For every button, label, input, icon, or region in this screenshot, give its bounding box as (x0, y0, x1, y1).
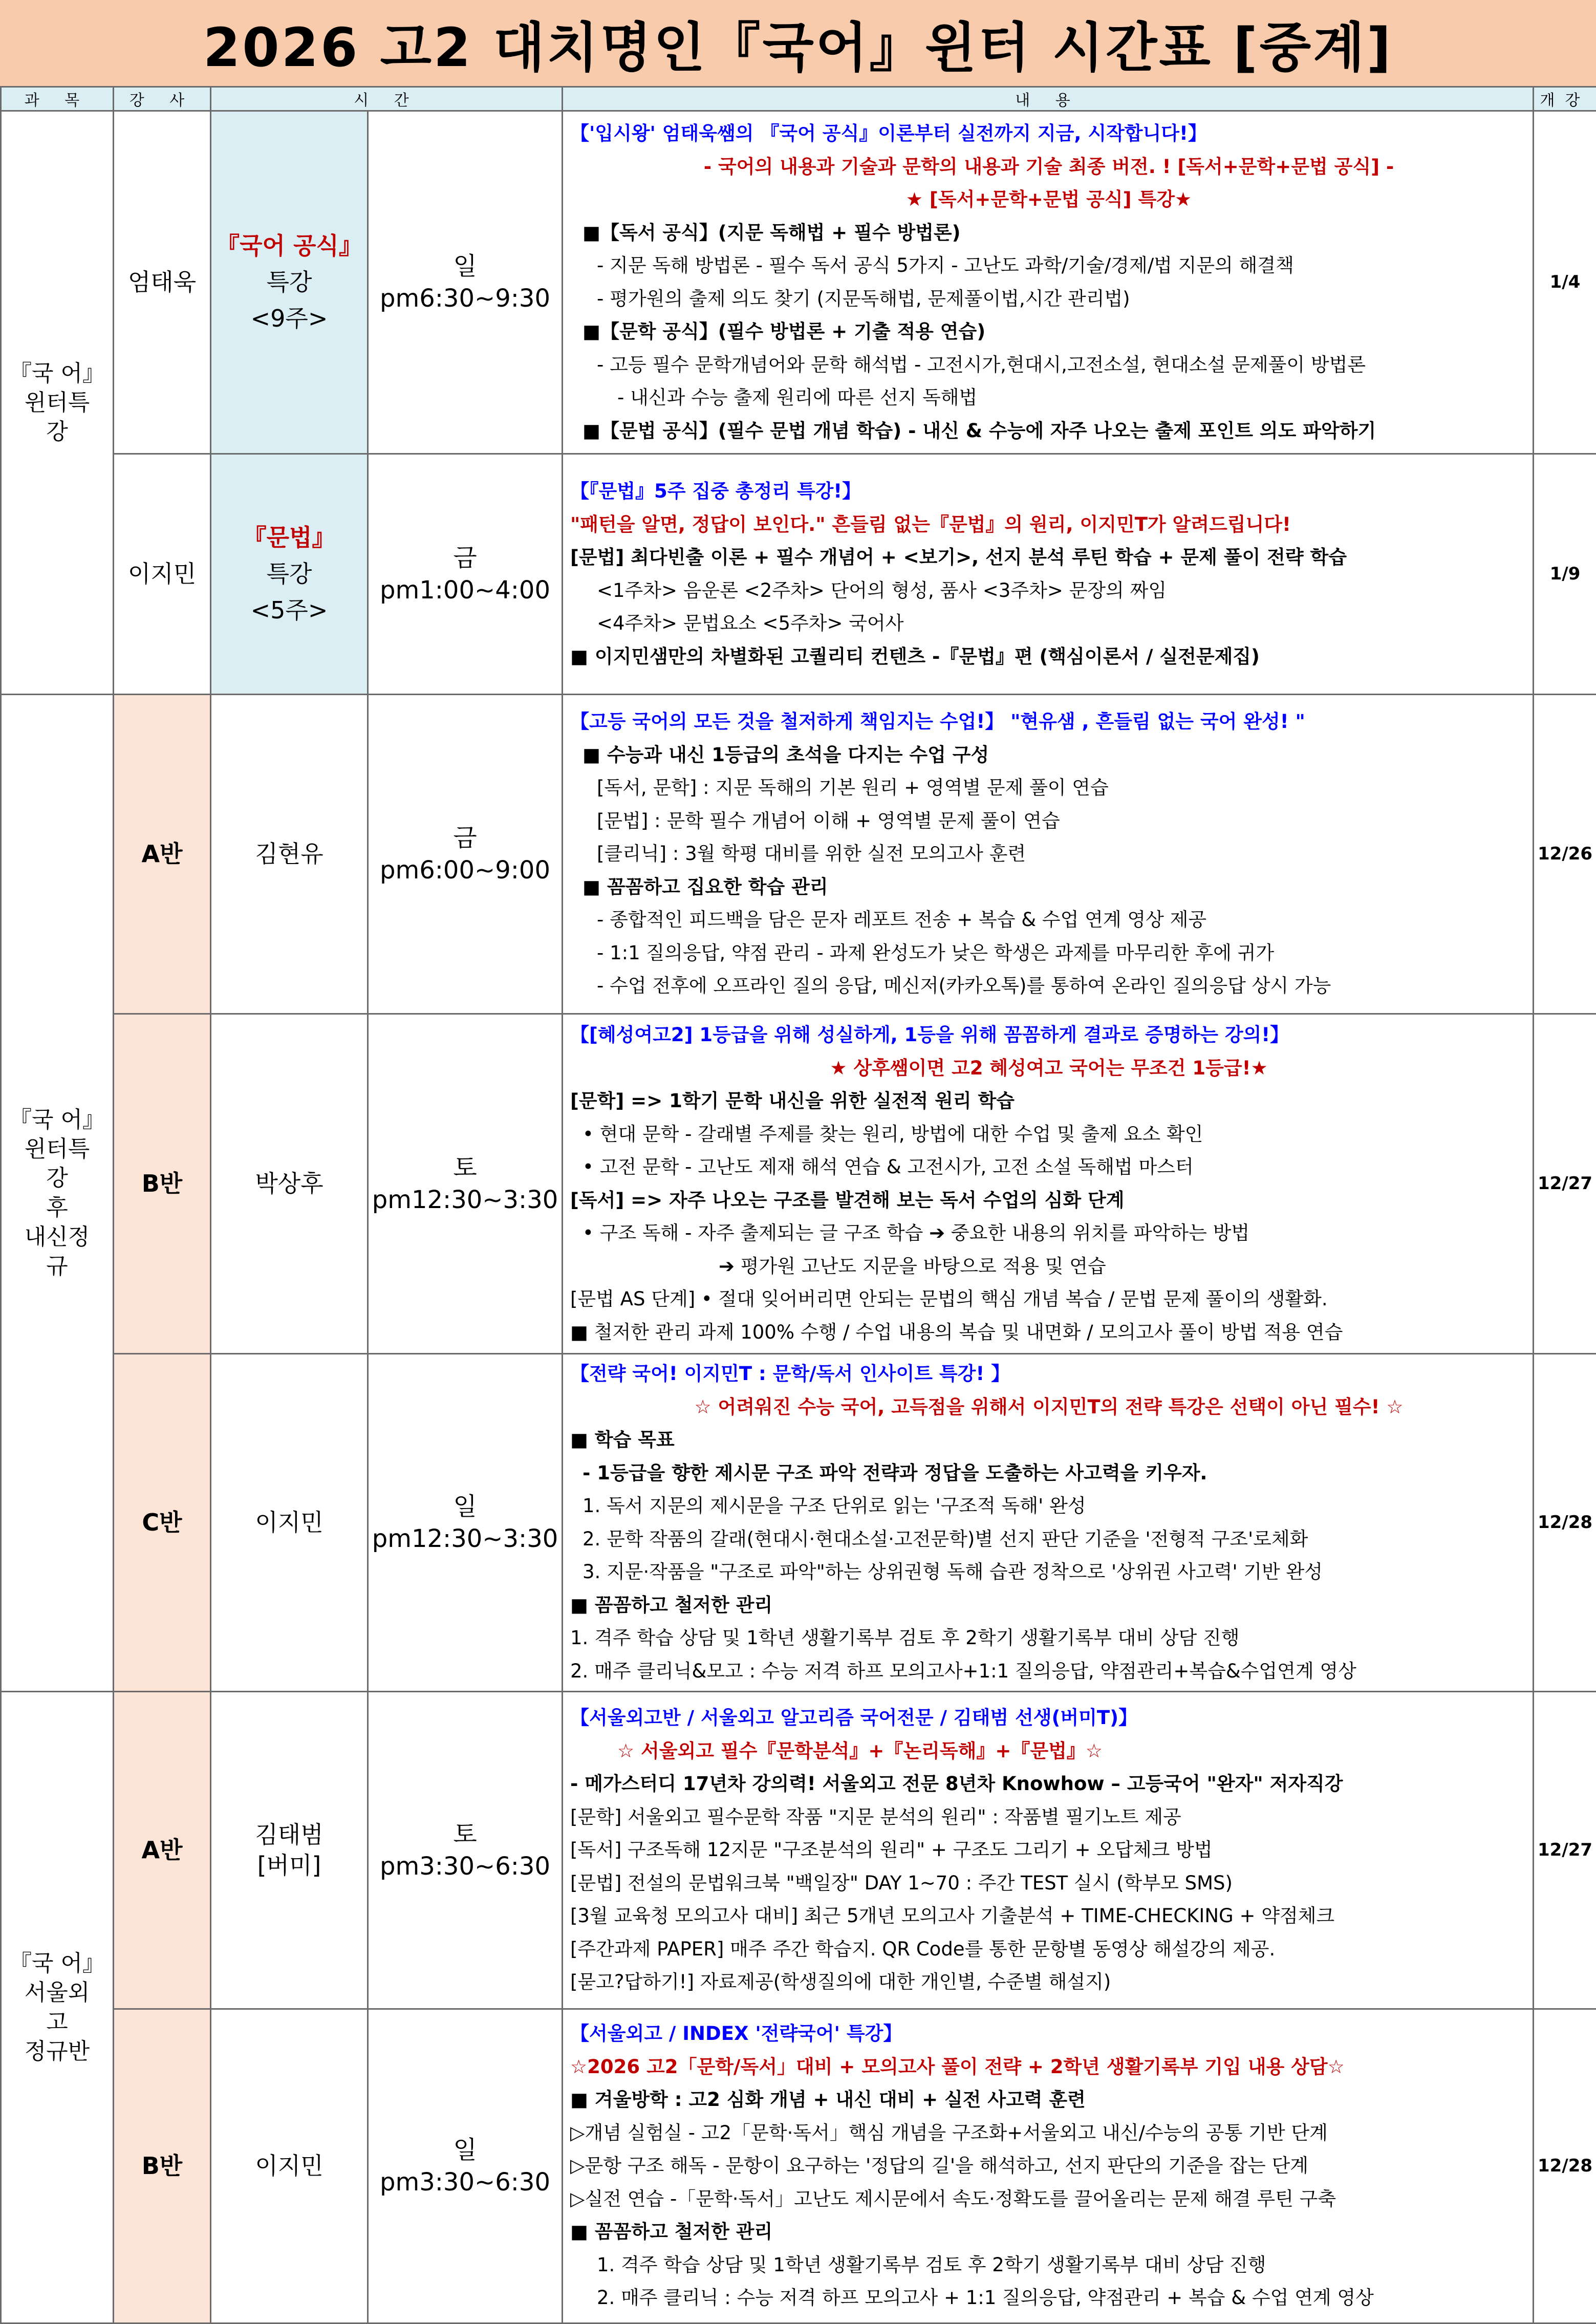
class-time: pm12:30~3:30 (369, 1523, 562, 1555)
content-line: 1. 격주 학습 상담 및 1학년 생활기록부 검토 후 2학기 생활기록부 대비 상담 진행 (570, 2249, 1527, 2282)
content-line: • 고전 문학 - 고난도 제재 해석 연습 & 고전시가, 고전 소설 독해법 마스터 (570, 1151, 1527, 1184)
content-line: • 현대 문학 - 갈래별 주제를 찾는 원리, 방법에 대한 수업 및 출제 요소 확인 (570, 1118, 1527, 1151)
subject-line: 정규반 (2, 2037, 113, 2066)
content-line: ■ 꼼꼼하고 철저한 관리 (570, 1589, 1527, 1622)
content-line: [문법] : 문학 필수 개념어 이해 + 영역별 문제 풀이 연습 (570, 805, 1527, 838)
class-day: 일 (369, 2134, 562, 2166)
start-date-cell: 12/26 (1534, 695, 1596, 1014)
subject-line: 『국 어』 (2, 1105, 113, 1134)
content-line: ★ 상후쌤이면 고2 혜성여고 국어는 무조건 1등급!★ (570, 1052, 1527, 1085)
content-line: ■ 학습 목표 (570, 1424, 1527, 1457)
content-line: ■ 꼼꼼하고 집요한 학습 관리 (570, 871, 1527, 904)
section-label: B반 (114, 2151, 210, 2182)
content-line: - 지문 독해 방법론 - 필수 독서 공식 5가지 - 고난도 과학/기술/경제/법 지문의 해결책 (570, 249, 1527, 283)
instructor-name: 엄태욱 (114, 267, 210, 298)
content-line: - 내신과 수능 출제 원리에 따른 선지 독해법 (570, 381, 1527, 415)
content-line: - 수업 전후에 오프라인 질의 응답, 메신저(카카오톡)를 통하여 온라인 질의응답 상시 가능 (570, 970, 1527, 1003)
subject-line: 윈터특 (2, 1134, 113, 1164)
content-line: 2. 매주 클리닉&모고 : 수능 저격 하프 모의고사+1:1 질의응답, 약점관리+복습&수업연계 영상 (570, 1655, 1527, 1688)
course-cell (211, 111, 368, 454)
content-line: [묻고?답하기!] 자료제공(학생질의에 대한 개인별, 수준별 해설지) (570, 1966, 1527, 1999)
schedule-table (0, 86, 1596, 2324)
start-date-cell: 12/27 (1534, 1014, 1596, 1354)
course-cell (211, 454, 368, 695)
header-subject: 과 목 (1, 87, 114, 111)
content-line: 【『문법』5주 집중 총정리 특강!】 (570, 475, 1527, 508)
instructor-cell (114, 454, 211, 695)
header-instructor: 강 사 (114, 87, 211, 111)
content-line: 3. 지문·작품을 "구조로 파악"하는 상위권형 독해 습관 정착으로 '상위권 사고력' 기반 완성 (570, 1556, 1527, 1589)
start-date-cell: 1/4 (1534, 111, 1596, 454)
subject-line: 강 (2, 1164, 113, 1193)
course-weeks: <5주> (211, 592, 367, 629)
class-time: pm6:30~9:30 (369, 283, 562, 314)
content-line: 【서울외고 / INDEX '전략국어' 특강】 (570, 2017, 1527, 2051)
instructor-cell (211, 1354, 368, 1692)
content-line: ▷실전 연습 -「문학·독서」고난도 제시문에서 속도·정확도를 끌어올리는 문제 해결 루틴 구축 (570, 2183, 1527, 2216)
content-line: ■ 철저한 관리 과제 100% 수행 / 수업 내용의 복습 및 내면화 / 모의고사 풀이 방법 적용 연습 (570, 1316, 1527, 1349)
schedule-row (1, 111, 1596, 454)
content-line: [독서, 문학] : 지문 독해의 기본 원리 + 영역별 문제 풀이 연습 (570, 771, 1527, 805)
schedule-time-cell (368, 1692, 563, 2009)
content-cell (563, 1354, 1534, 1692)
content-line: [3월 교육청 모의고사 대비] 최근 5개년 모의고사 기출분석 + TIME-CHECKING + 약점체크 (570, 1900, 1527, 1933)
content-line: - 메가스터디 17년차 강의력! 서울외고 전문 8년차 Knowhow – 고등국어 "완자" 저자직강 (570, 1768, 1527, 1801)
content-line: [독서] => 자주 나오는 구조를 발견해 보는 독서 수업의 심화 단계 (570, 1184, 1527, 1217)
schedule-row (1, 454, 1596, 695)
content-line: 2. 문학 작품의 갈래(현대시·현대소설·고전문학)별 선지 판단 기준을 '전형적 구조'로체화 (570, 1523, 1527, 1556)
start-date-cell: 12/28 (1534, 2009, 1596, 2323)
content-line: 【'입시왕' 엄태욱쌤의 『국어 공식』이론부터 실전까지 지금, 시작합니다!】 (570, 117, 1527, 150)
class-time: pm6:00~9:00 (369, 854, 562, 886)
instructor-cell (211, 1014, 368, 1354)
class-time: pm1:00~4:00 (369, 574, 562, 606)
schedule-row (1, 2009, 1596, 2323)
course-weeks: <9주> (211, 300, 367, 337)
schedule-row (1, 695, 1596, 1014)
content-line: ☆2026 고2「문학/독서」대비 + 모의고사 풀이 전략 + 2학년 생활기록부 기입 내용 상담☆ (570, 2051, 1527, 2084)
content-line: [클리닉] : 3월 학평 대비를 위한 실전 모의고사 훈련 (570, 837, 1527, 871)
instructor-cell (114, 111, 211, 454)
content-line: 【[혜성여고2] 1등급을 위해 성실하게, 1등을 위해 꼼꼼하게 결과로 증명하는 강의!】 (570, 1019, 1527, 1052)
content-cell (563, 111, 1534, 454)
section-cell (114, 1692, 211, 2009)
start-date-cell: 12/27 (1534, 1692, 1596, 2009)
content-line: - 종합적인 피드백을 담은 문자 레포트 전송 + 복습 & 수업 연계 영상 제공 (570, 903, 1527, 937)
content-line: ■ 꼼꼼하고 철저한 관리 (570, 2215, 1527, 2249)
section-cell (114, 695, 211, 1014)
content-line: <4주차> 문법요소 <5주차> 국어사 (570, 607, 1527, 640)
subject-line: 강 (2, 417, 113, 446)
header-content: 내 용 (563, 87, 1534, 111)
subject-line: 서울외 (2, 1978, 113, 2007)
page-title: 2026 고2 대치명인『국어』윈터 시간표 [중계] (0, 0, 1596, 88)
section-label: A반 (114, 1835, 210, 1866)
subject-line: 내신정 (2, 1222, 113, 1252)
schedule-time-cell (368, 695, 563, 1014)
class-day: 토 (369, 1818, 562, 1850)
table-header-row (1, 87, 1596, 111)
header-time: 시 간 (211, 87, 563, 111)
content-line: ➔ 평가원 고난도 지문을 바탕으로 적용 및 연습 (570, 1250, 1527, 1283)
subject-cell (1, 1692, 114, 2323)
class-day: 금 (369, 822, 562, 854)
content-line: ■ 수능과 내신 1등급의 초석을 다지는 수업 구성 (570, 739, 1527, 772)
content-line: ■【문학 공식】(필수 방법론 + 기출 적용 연습) (570, 315, 1527, 349)
instructor-name: 김현유 (211, 839, 367, 870)
content-line: ▷개념 실험실 - 고2「문학·독서」핵심 개념을 구조화+서울외고 내신/수능의 공통 기반 단계 (570, 2117, 1527, 2150)
subject-line: 후 (2, 1193, 113, 1222)
instructor-cell (211, 695, 368, 1014)
schedule-time-cell (368, 111, 563, 454)
subject-line: 규 (2, 1252, 113, 1281)
content-line: [문법] 최다빈출 이론 + 필수 개념어 + <보기>, 선지 분석 루틴 학습 + 문제 풀이 전략 학습 (570, 541, 1527, 574)
class-day: 토 (369, 1152, 562, 1183)
content-line: [독서] 구조독해 12지문 "구조분석의 원리" + 구조도 그리기 + 오답체크 방법 (570, 1834, 1527, 1867)
content-cell (563, 2009, 1534, 2323)
instructor-name: 이지민 (211, 2151, 367, 2182)
class-time: pm12:30~3:30 (369, 1184, 562, 1216)
content-line: 【전략 국어! 이지민T : 문학/독서 인사이트 특강! 】 (570, 1358, 1527, 1391)
content-line: ☆ 어려워진 수능 국어, 고득점을 위해서 이지민T의 전략 특강은 선택이 아닌 필수! ☆ (570, 1391, 1527, 1424)
content-line: - 1:1 질의응답, 약점 관리 - 과제 완성도가 낮은 학생은 과제를 마무리한 후에 귀가 (570, 937, 1527, 970)
class-day: 일 (369, 250, 562, 282)
content-line: • 구조 독해 - 자주 출제되는 글 구조 학습 ➔ 중요한 내용의 위치를 파악하는 방법 (570, 1217, 1527, 1250)
section-cell (114, 1354, 211, 1692)
content-line: - 고등 필수 문학개념어와 문학 해석법 - 고전시가,현대시,고전소설, 현대소설 문제풀이 방법론 (570, 349, 1527, 382)
content-line: ▷문항 구조 해독 - 문항이 요구하는 '정답의 길'을 해석하고, 선지 판단의 기준을 잡는 단계 (570, 2149, 1527, 2183)
subject-line: 윈터특 (2, 388, 113, 417)
schedule-row (1, 1014, 1596, 1354)
course-title: 『문법』 (211, 520, 367, 556)
content-cell (563, 695, 1534, 1014)
header-start: 개강 (1534, 87, 1596, 111)
subject-line: 고 (2, 2008, 113, 2037)
content-cell (563, 1692, 1534, 2009)
content-line: ★ [독서+문학+문법 공식] 특강★ (570, 183, 1527, 217)
instructor-name: 이지민 (211, 1508, 367, 1538)
content-line: [문학] => 1학기 문학 내신을 위한 실전적 원리 학습 (570, 1085, 1527, 1118)
content-line: ☆ 서울외고 필수『문학분석』+『논리독해』+『문법』☆ (570, 1735, 1527, 1768)
content-line: - 국어의 내용과 기술과 문학의 내용과 기술 최종 버전. ! [독서+문학+문법 공식] - (570, 150, 1527, 184)
content-line: 1. 격주 학습 상담 및 1학년 생활기록부 검토 후 2학기 생활기록부 대비 상담 진행 (570, 1622, 1527, 1655)
schedule-time-cell (368, 1354, 563, 1692)
schedule-time-cell (368, 2009, 563, 2323)
content-cell (563, 1014, 1534, 1354)
instructor-name: 이지민 (114, 559, 210, 590)
instructor-name: 김태범 (211, 1820, 367, 1850)
content-line: 【고등 국어의 모든 것을 철저하게 책임지는 수업!】 "현유샘 , 흔들림 없는 국어 완성! " (570, 705, 1527, 739)
course-title: 『국어 공식』 (211, 228, 367, 264)
section-label: A반 (114, 839, 210, 870)
subject-cell (1, 695, 114, 1692)
schedule-row (1, 1354, 1596, 1692)
class-day: 금 (369, 542, 562, 574)
content-line: - 1등급을 향한 제시문 구조 파악 전략과 정답을 도출하는 사고력을 키우자. (570, 1457, 1527, 1490)
start-date-cell: 1/9 (1534, 454, 1596, 695)
instructor-cell (211, 1692, 368, 2009)
section-cell (114, 1014, 211, 1354)
class-time: pm3:30~6:30 (369, 1850, 562, 1882)
instructor-cell (211, 2009, 368, 2323)
subject-line: 『국 어』 (2, 359, 113, 388)
section-cell (114, 2009, 211, 2323)
content-cell (563, 454, 1534, 695)
content-line: - 평가원의 출제 의도 찾기 (지문독해법, 문제풀이법,시간 관리법) (570, 283, 1527, 316)
content-line: 2. 매주 클리닉 : 수능 저격 하프 모의고사 + 1:1 질의응답, 약점관리 + 복습 & 수업 연계 영상 (570, 2282, 1527, 2315)
instructor-nickname: [버미] (211, 1850, 367, 1881)
content-line: [문학] 서울외고 필수문학 작품 "지문 분석의 원리" : 작품별 필기노트 제공 (570, 1801, 1527, 1834)
content-line: [주간과제 PAPER] 매주 주간 학습지. QR Code를 통한 문항별 동영상 해설강의 제공. (570, 1933, 1527, 1966)
class-time: pm3:30~6:30 (369, 2166, 562, 2198)
content-line: <1주차> 음운론 <2주차> 단어의 형성, 품사 <3주차> 문장의 짜임 (570, 574, 1527, 608)
schedule-row (1, 1692, 1596, 2009)
content-line: [문법 AS 단계] • 절대 잊어버리면 안되는 문법의 핵심 개념 복습 / 문법 문제 풀이의 생활화. (570, 1283, 1527, 1316)
section-label: C반 (114, 1508, 210, 1538)
course-type: 특강 (211, 264, 367, 300)
subject-cell (1, 111, 114, 695)
content-line: 【서울외고반 / 서울외고 알고리즘 국어전문 / 김태범 선생(버미T)】 (570, 1702, 1527, 1735)
content-line: ■ 겨울방학 : 고2 심화 개념 + 내신 대비 + 실전 사고력 훈련 (570, 2083, 1527, 2117)
content-line: [문법] 전설의 문법워크북 "백일장" DAY 1~70 : 주간 TEST 실시 (학부모 SMS) (570, 1867, 1527, 1900)
start-date-cell: 12/28 (1534, 1354, 1596, 1692)
content-line: ■ 이지민샘만의 차별화된 고퀄리티 컨텐츠 -『문법』편 (핵심이론서 / 실전문제집) (570, 640, 1527, 674)
content-line: "패턴을 알면, 정답이 보인다." 흔들림 없는『문법』의 원리, 이지민T가 알려드립니다! (570, 508, 1527, 542)
section-label: B반 (114, 1169, 210, 1199)
subject-line: 『국 어』 (2, 1949, 113, 1978)
schedule-time-cell (368, 454, 563, 695)
content-line: ■【독서 공식】(지문 독해법 + 필수 방법론) (570, 217, 1527, 250)
content-line: 1. 독서 지문의 제시문을 구조 단위로 읽는 '구조적 독해' 완성 (570, 1490, 1527, 1523)
schedule-time-cell (368, 1014, 563, 1354)
class-day: 일 (369, 1491, 562, 1522)
instructor-name: 박상후 (211, 1169, 367, 1199)
content-line: ■【문법 공식】(필수 문법 개념 학습) - 내신 & 수능에 자주 나오는 출제 포인트 의도 파악하기 (570, 415, 1527, 448)
course-type: 특강 (211, 556, 367, 592)
